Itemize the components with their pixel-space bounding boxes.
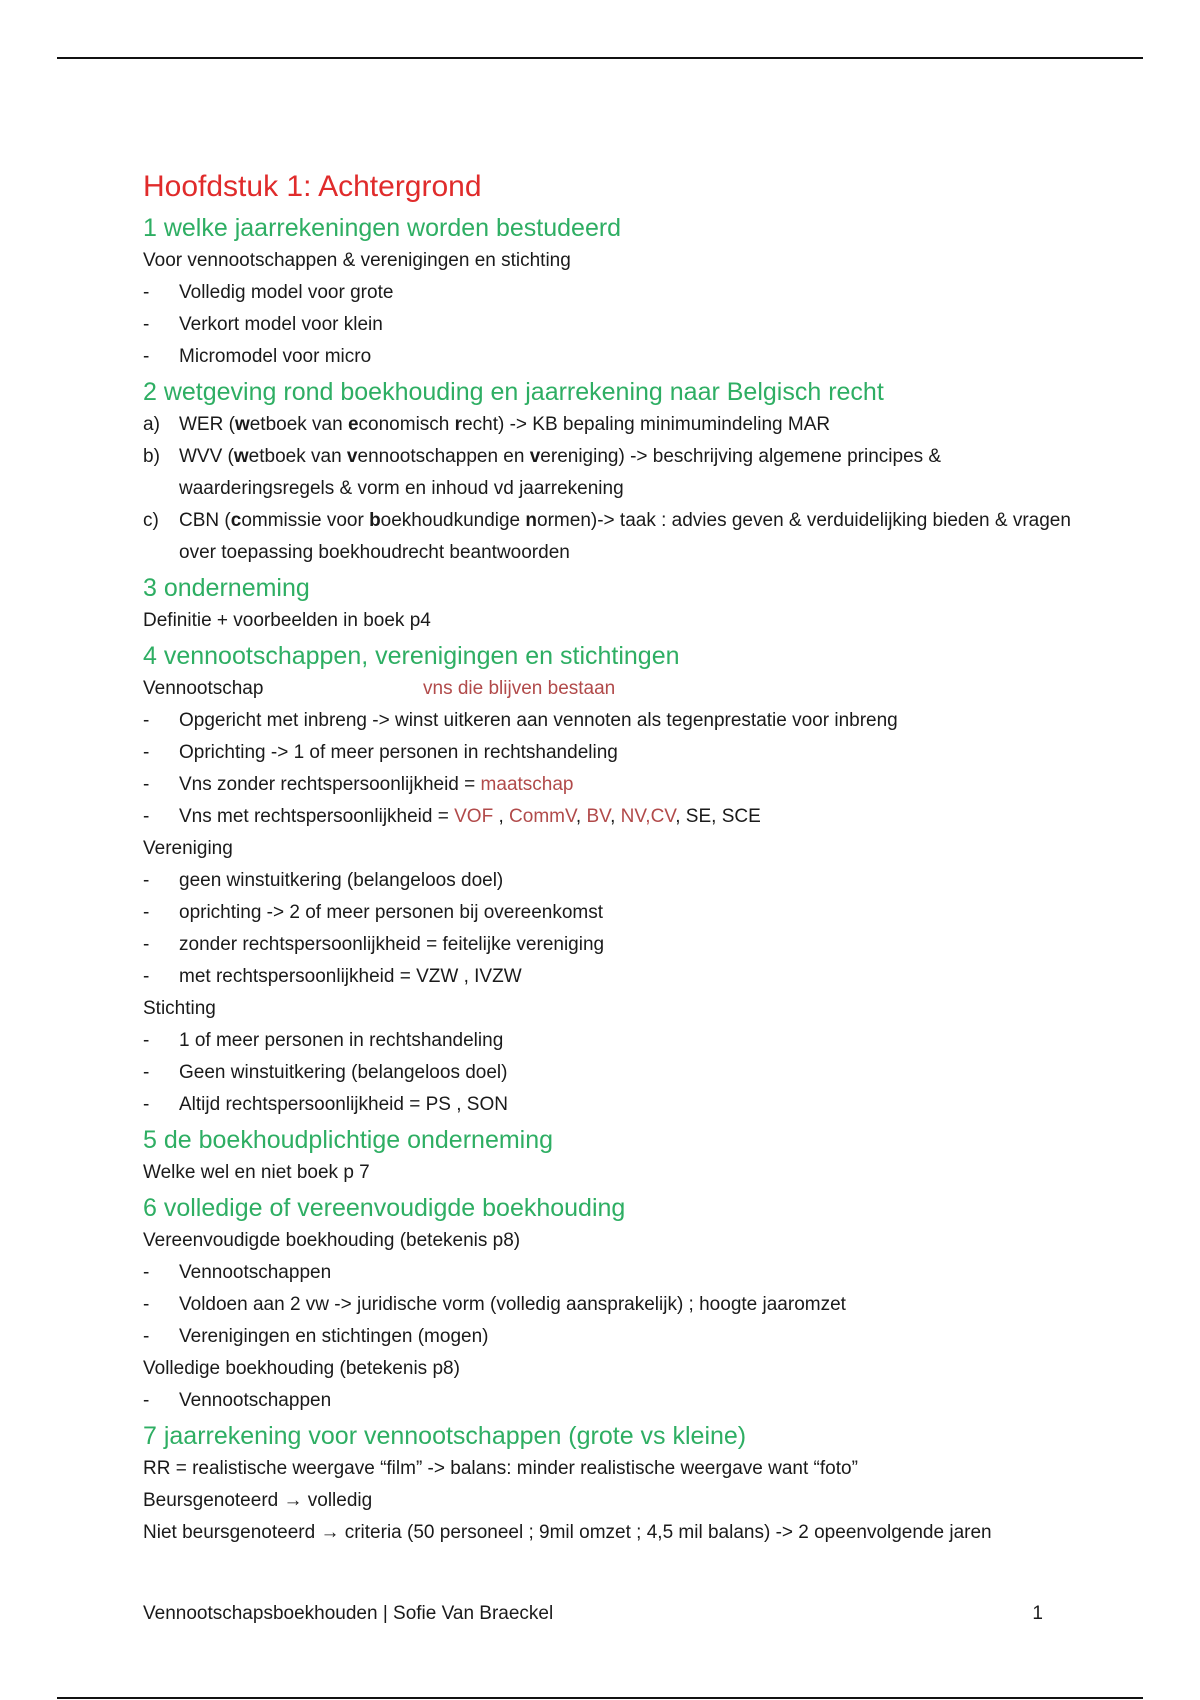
list-item: - oprichting -> 2 of meer personen bij overeenkomst (143, 897, 1073, 929)
text-run: oekhoudkundige (380, 510, 526, 531)
full-bookkeeping-list (143, 1385, 1073, 1417)
section-1-list (143, 277, 1073, 373)
text-run: Vns met rechtspersoonlijkheid = (179, 806, 455, 827)
header-rule (57, 57, 1143, 59)
section-7-line: Niet beursgenoteerd → criteria (50 personeel ; 9mil omzet ; 4,5 mil balans) -> 2 opeenvolgende jaren (143, 1522, 992, 1543)
footer-rule (57, 1697, 1143, 1699)
text-run: r (454, 414, 463, 435)
list-item: - Vennootschappen (143, 1385, 1073, 1417)
list-item: - 1 of meer personen in rechtshandeling (143, 1025, 1073, 1057)
list-item: - Geen winstuitkering (belangeloos doel) (143, 1057, 1073, 1089)
text-run: etboek van (248, 446, 347, 467)
text-run: Vennootschap (143, 678, 264, 699)
text-run: vns die blijven bestaan (423, 678, 616, 699)
list-item: - Voldoen aan 2 vw -> juridische vorm (volledig aansprakelijk) ; hoogte jaaromzet (143, 1289, 1073, 1321)
list-item: - Vennootschappen (143, 1257, 1073, 1289)
list-item: - Verkort model voor klein (143, 309, 1073, 341)
section-1-heading: 1 welke jaarrekeningen worden bestudeerd (143, 214, 622, 242)
section-1-intro: Voor vennootschappen & verenigingen en stichting (143, 250, 571, 271)
section-5-text: Welke wel en niet boek p 7 (143, 1162, 370, 1183)
section-3-text: Definitie + voorbeelden in boek p4 (143, 610, 431, 631)
list-item-wer (143, 409, 1073, 441)
document-body (143, 165, 1073, 1549)
simple-bookkeeping-list (143, 1257, 1073, 1353)
list-item: - Altijd rechtspersoonlijkheid = PS , SON (143, 1089, 1073, 1121)
text-run: e (347, 414, 359, 435)
page-number: 1 (1032, 1603, 1043, 1624)
list-item: - Micromodel voor micro (143, 341, 1073, 373)
section-4-heading: 4 vennootschappen, verenigingen en stichtingen (143, 642, 680, 670)
text-run: etboek van (249, 414, 348, 435)
vereniging-label: Vereniging (143, 838, 233, 859)
text-run: , (610, 806, 621, 827)
simple-bookkeeping-label: Vereenvoudigde boekhouding (betekenis p8) (143, 1230, 521, 1251)
section-7-heading: 7 jaarrekening voor vennootschappen (grote vs kleine) (143, 1422, 747, 1450)
text-run: echt) -> KB bepaling minimumindeling MAR (462, 414, 831, 435)
text-run: n (525, 510, 538, 531)
text-run: , SE, SCE (675, 806, 761, 827)
text-run: v (346, 446, 358, 467)
list-item: - Verenigingen en stichtingen (mogen) (143, 1321, 1073, 1353)
text-run: WVV ( (179, 446, 234, 467)
text-run: VOF (454, 806, 494, 827)
list-item (143, 769, 1073, 801)
list-item: - geen winstuitkering (belangeloos doel) (143, 865, 1073, 897)
list-marker: c) (143, 510, 159, 531)
text-run: Vns zonder rechtspersoonlijkheid = (179, 774, 481, 795)
text-run: CBN ( (179, 510, 231, 531)
vereniging-list (143, 865, 1073, 993)
list-item (143, 801, 1073, 833)
full-bookkeeping-label: Volledige boekhouding (betekenis p8) (143, 1358, 460, 1379)
stichting-label: Stichting (143, 998, 216, 1019)
section-3-heading: 3 onderneming (143, 574, 310, 602)
text-run: maatschap (480, 774, 574, 795)
list-item-cbn (143, 505, 1073, 569)
text-run: w (234, 414, 250, 435)
text-run: ormen)-> taak : advies geven & verduidelijking bieden & vragen over toepassing boekhoudrecht beantwoorden (179, 510, 1071, 563)
text-run: ommissie voor (241, 510, 370, 531)
section-7-line: Beursgenoteerd → volledig (143, 1490, 373, 1511)
list-marker: b) (143, 446, 160, 467)
section-5-heading: 5 de boekhoudplichtige onderneming (143, 1126, 554, 1154)
section-2-heading: 2 wetgeving rond boekhouding en jaarrekening naar Belgisch recht (143, 378, 884, 406)
text-run: , (575, 806, 587, 827)
text-run: c (230, 510, 242, 531)
text-run: w (233, 446, 249, 467)
chapter-title: Hoofdstuk 1: Achtergrond (143, 170, 482, 203)
list-item-wvv (143, 441, 1073, 505)
text-run: b (369, 510, 381, 531)
text-run: WER ( (179, 414, 235, 435)
text-run: CommV (509, 806, 576, 827)
stichting-list (143, 1025, 1073, 1121)
vennootschap-list (143, 705, 1073, 833)
text-run: NV,CV (620, 806, 676, 827)
section-2-list (143, 409, 1073, 569)
text-run: v (529, 446, 541, 467)
footer-text: Vennootschapsboekhouden | Sofie Van Braeckel (143, 1603, 554, 1624)
page-footer (143, 1598, 1043, 1630)
list-item: - met rechtspersoonlijkheid = VZW , IVZW (143, 961, 1073, 993)
vennootschap-label (143, 673, 1073, 705)
list-marker: a) (143, 414, 160, 435)
list-item: - zonder rechtspersoonlijkheid = feitelijke vereniging (143, 929, 1073, 961)
text-run: ereniging) -> beschrijving algemene principes & waarderingsregels & vorm en inhoud vd jaarrekening (179, 446, 942, 499)
text-run: ennootschappen en (357, 446, 530, 467)
text-run: , (493, 806, 510, 827)
section-6-heading: 6 volledige of vereenvoudigde boekhouding (143, 1194, 626, 1222)
list-item: - Opgericht met inbreng -> winst uitkeren aan vennoten als tegenprestatie voor inbreng (143, 705, 1073, 737)
list-item: - Volledig model voor grote (143, 277, 1073, 309)
section-7-line: RR = realistische weergave “film” -> balans: minder realistische weergave want “foto” (143, 1458, 858, 1479)
text-run: conomisch (358, 414, 455, 435)
list-item: - Oprichting -> 1 of meer personen in rechtshandeling (143, 737, 1073, 769)
text-run: BV (586, 806, 611, 827)
